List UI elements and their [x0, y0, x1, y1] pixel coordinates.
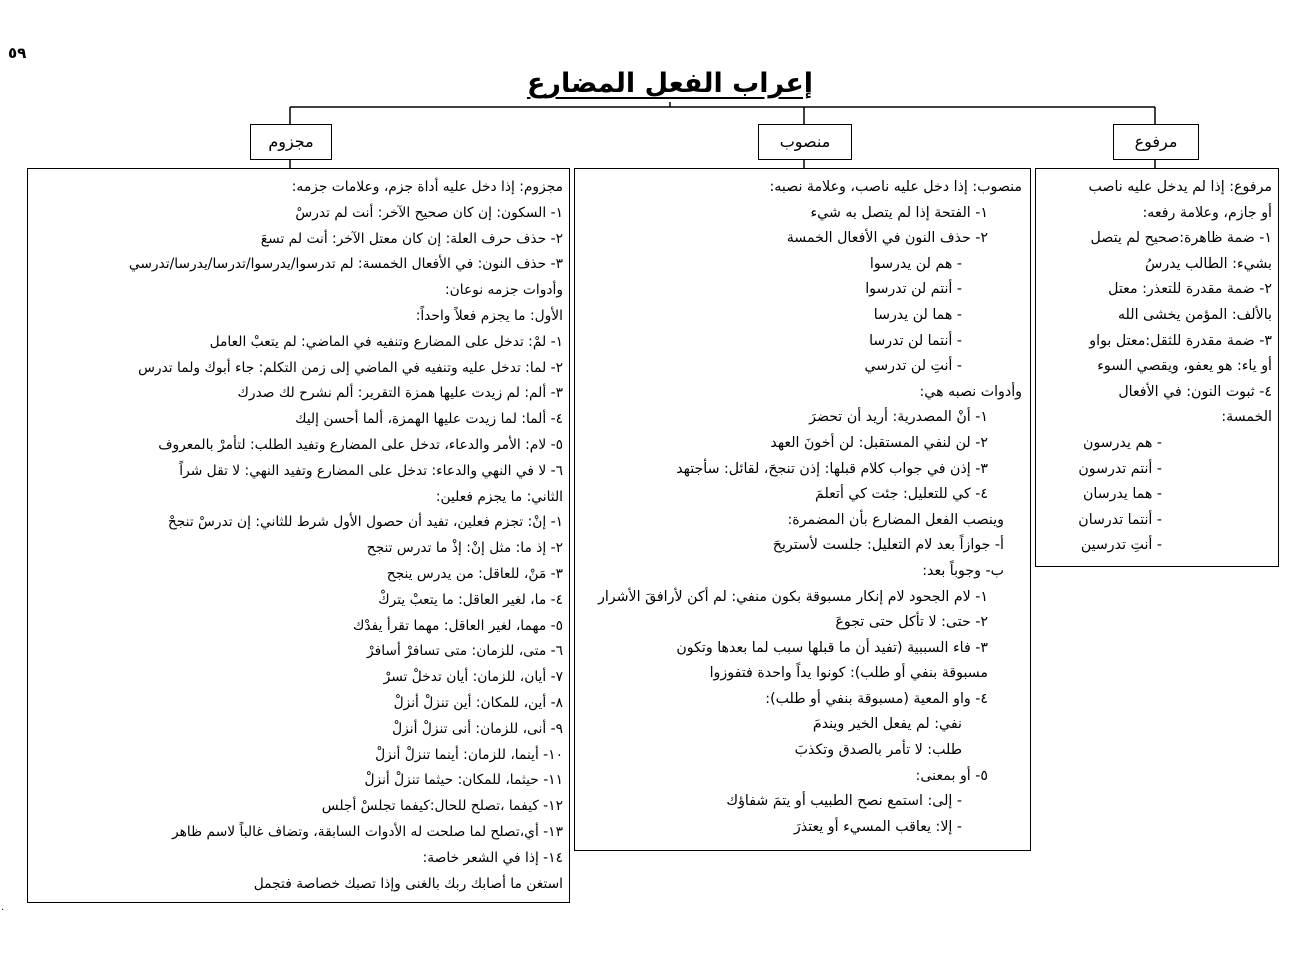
- mansoob-line: منصوب: إذا دخل عليه ناصب، وعلامة نصبه:: [769, 179, 1022, 195]
- mansoob-line: - أنتم لن تدرسوا: [865, 281, 962, 298]
- majzoom-line: ٧- أيان، للزمان: أيان تدخلْ تسرْ: [383, 669, 563, 686]
- majzoom-line: ٦- لا في النهي والدعاء: تدخل على المضارع وتفيد النهي: لا تقل شراً: [179, 462, 563, 479]
- majzoom-line: ١- إنْ: تجزم فعلين، تفيد أن حصول الأول شرط للثاني: إن تدرسْ تنجحْ: [167, 514, 563, 531]
- marfoo-line: - هما يدرسان: [1082, 486, 1162, 503]
- majzoom-line: ١٣- أي،تصلح لما صلحت له الأدوات السابقة، وتضاف غالباً لاسم ظاهر: [172, 823, 563, 840]
- marfoo-line: مرفوع: إذا لم يدخل عليه ناصب: [1088, 179, 1272, 195]
- majzoom-line: ٣- ألم: لم زيدت عليها همزة التقرير: ألم نشرح لك صدرك: [237, 385, 563, 402]
- margin-mark: ·: [1, 905, 5, 916]
- branch-label-majzoom: مجزوم: [250, 124, 332, 160]
- marfoo-line: - هم يدرسون: [1083, 434, 1162, 451]
- majzoom-line: ٢- حذف حرف العلة: إن كان معتل الآخر: أنت لم تسعَ: [260, 230, 563, 247]
- majzoom-line: ٣- مَنْ، للعاقل: من يدرس ينجح: [386, 565, 563, 582]
- mansoob-line: - إلا: يعاقب المسيء أو يعتذرَ: [793, 818, 962, 835]
- majzoom-line: الثاني: ما يجزم فعلين:: [435, 488, 563, 505]
- marfoo-line: - أنتم تدرسون: [1078, 460, 1162, 477]
- marfoo-line: الخمسة:: [1221, 409, 1272, 426]
- mansoob-line: ١- لام الجحود لام إنكار مسبوقة بكون منفي: لم أكن لأرافقَ الأشرار: [598, 588, 988, 605]
- marfoo-line: بشيء: الطالب يدرسُ: [1145, 255, 1272, 272]
- majzoom-line: ١١- حيثما، للمكان: حيثما تنزلْ أنزلْ: [364, 772, 563, 789]
- mansoob-line: وأدوات نصبه هي:: [919, 383, 1022, 400]
- marfoo-box: [1035, 168, 1279, 567]
- mansoob-line: ٣- إذن في جواب كلام قبلها: إذن تنجحَ، لقائل: سأجتهد: [676, 460, 988, 477]
- mansoob-line: نفي: لم يفعل الخير ويندمَ: [812, 716, 962, 733]
- majzoom-line: ٣- حذف النون: في الأفعال الخمسة: لم تدرسوا/يدرسوا/تدرسا/يدرسا/تدرسي: [128, 256, 563, 273]
- marfoo-line: ٢- ضمة مقدرة للتعذر: معتل: [1108, 281, 1272, 298]
- majzoom-line: استغن ما أصابك ربك بالغنى وإذا تصبك خصاصة فتجمل: [253, 875, 563, 892]
- majzoom-line: ١- لمْ: تدخل على المضارع وتنفيه في الماضي: لم يتعبْ العامل: [209, 333, 563, 350]
- mansoob-line: ٥- أو بمعنى:: [915, 767, 988, 784]
- majzoom-line: ٢- إذ ما: مثل إنْ: إذْ ما تدرس تنجح: [366, 540, 563, 557]
- branch-label-mansoob: منصوب: [758, 124, 852, 160]
- mansoob-line: - أنتما لن تدرسا: [869, 332, 962, 349]
- mansoob-line: ب- وجوباً بعد:: [922, 562, 1004, 579]
- mansoob-line: ٢- لن لنفي المستقبل: لن أخونَ العهد: [770, 434, 988, 451]
- marfoo-line: ٣- ضمة مقدرة للثقل:معتل بواو: [1089, 332, 1272, 349]
- branch-label-marfoo: مرفوع: [1113, 124, 1199, 160]
- mansoob-line: - أنتِ لن تدرسي: [864, 358, 962, 375]
- mansoob-line: أ- جوازاً بعد لام التعليل: جلست لأستريحَ: [772, 537, 1004, 554]
- marfoo-line: بالألف: المؤمن يخشى الله: [1117, 306, 1272, 323]
- mansoob-line: ٤- واو المعية (مسبوقة بنفي أو طلب):: [765, 690, 988, 707]
- mansoob-line: ٤- كي للتعليل: جئت كي أتعلمَ: [815, 486, 988, 503]
- marfoo-line: ٤- ثبوت النون: في الأفعال: [1118, 383, 1272, 400]
- mansoob-line: - هم لن يدرسوا: [869, 255, 962, 272]
- majzoom-line: ٥- لام: الأمر والدعاء، تدخل على المضارع وتفيد الطلب: لتأمرْ بالمعروف: [158, 436, 563, 453]
- majzoom-line: ١٤- إذا في الشعر خاصة:: [422, 849, 563, 866]
- mansoob-line: ٢- حتى: لا تأكل حتى تجوعَ: [835, 614, 988, 631]
- marfoo-line: أو ياء: هو يعفو، ويقصي السوء: [1097, 358, 1272, 375]
- mansoob-box: [574, 168, 1031, 851]
- majzoom-line: ٨- أين، للمكان: أين تنزلْ أنزلْ: [393, 694, 563, 711]
- mansoob-line: ٣- فاء السببية (تفيد أن ما قبلها سبب لما بعدها وتكون: [676, 639, 988, 656]
- majzoom-line: ٦- متى، للزمان: متى تسافرْ أسافرْ: [366, 643, 563, 660]
- mansoob-line: - إلى: استمع نصح الطبيب أو يتمَ شفاؤك: [726, 793, 962, 810]
- majzoom-line: ٥- مهما، لغير العاقل: مهما تقرأ يفدْك: [353, 617, 563, 634]
- majzoom-line: ٢- لما: تدخل عليه وتنفيه في الماضي إلى زمن التكلم: جاء أبوك ولما تدرس: [138, 359, 563, 376]
- majzoom-line: ١٢- كيفما ،تصلح للحال:كيفما تجلسْ أجلس: [321, 798, 563, 815]
- majzoom-line: الأول: ما يجزم فعلاً واحداً:: [415, 307, 563, 324]
- majzoom-line: ٩- أنى، للزمان: أنى تنزلْ أنزلْ: [392, 720, 563, 737]
- mansoob-line: - هما لن يدرسا: [873, 306, 962, 323]
- mansoob-line: ٢- حذف النون في الأفعال الخمسة: [786, 230, 988, 247]
- majzoom-line: ٤- ألما: لما زيدت عليها الهمزة، ألما أحسن إليك: [295, 411, 563, 428]
- majzoom-line: ٤- ما، لغير العاقل: ما يتعبْ يتركْ: [378, 591, 563, 608]
- marfoo-line: ١- ضمة ظاهرة:صحيح لم يتصل: [1090, 230, 1272, 247]
- marfoo-line: - أنتما تدرسان: [1078, 511, 1162, 528]
- mansoob-line: ١- الفتحة إذا لم يتصل به شيء: [810, 204, 988, 221]
- marfoo-line: أو جازم، وعلامة رفعه:: [1142, 204, 1272, 221]
- majzoom-line: وأدوات جزمه نوعان:: [444, 282, 563, 299]
- page-number: ٥٩: [8, 44, 27, 62]
- majzoom-line: مجزوم: إذا دخل عليه أداة جزم، وعلامات جزمه:: [291, 179, 563, 195]
- majzoom-line: ١- السكون: إن كان صحيح الآخر: أنت لم تدرسْ: [295, 204, 563, 221]
- majzoom-box: [27, 168, 570, 903]
- majzoom-line: ١٠- أينما، للزمان: أينما تنزلْ أنزلْ: [375, 746, 563, 763]
- page-title: إعراب الفعل المضارع: [526, 68, 814, 99]
- mansoob-line: وينصب الفعل المضارع بأن المضمرة:: [787, 511, 1004, 528]
- mansoob-line: مسبوقة بنفي أو طلب): كونوا يداً واحدة فتفوزوا: [709, 665, 988, 682]
- mansoob-line: طلب: لا تأمر بالصدق وتكذبَ: [794, 742, 962, 759]
- marfoo-line: - أنتِ تدرسين: [1080, 537, 1162, 554]
- mansoob-line: ١- أنْ المصدرية: أريد أن تحضرَ: [809, 409, 988, 426]
